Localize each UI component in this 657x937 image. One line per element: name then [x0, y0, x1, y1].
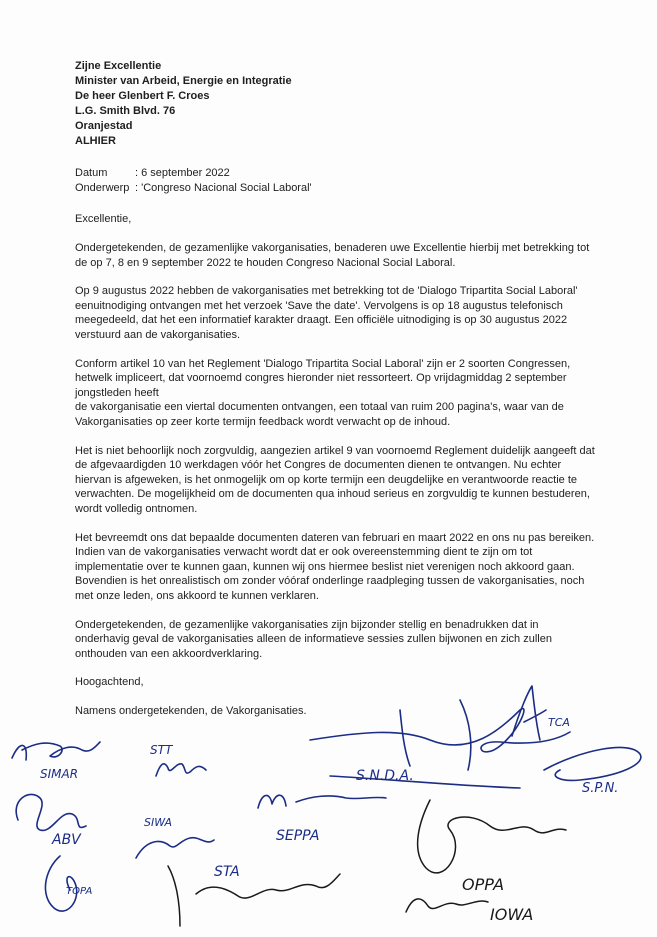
- signature-seppa-text: SEPPA: [276, 828, 320, 844]
- recipient-line-1: Zijne Excellentie: [75, 60, 162, 72]
- signature-sta-text: STA: [214, 864, 240, 880]
- paragraph-3-part-1: Conform artikel 10 van het Reglement 'Dialogo Tripartita Social Laboral' zijn er 2 soorten Congressen, hetwelk impliceert, dat voornoemd congres hieronder niet ressorteert. Op vrijdagmiddag 2 september jongstleden heeft: [75, 357, 571, 399]
- paragraph-1: Ondergetekenden, de gezamenlijke vakorganisaties, benaderen uwe Excellentie hierbij met betrekking tot de op 7, 8 en 9 september 2022 te houden Congreso Nacional Social Laboral.: [75, 242, 590, 269]
- recipient-address: [75, 59, 595, 148]
- date-label: Datum: [75, 167, 108, 180]
- letter-meta: [75, 166, 595, 195]
- recipient-line-5: Oranjestad: [75, 119, 133, 132]
- paragraph-2: Op 9 augustus 2022 hebben de vakorganisaties met betrekking tot de 'Dialogo Tripartita Social Laboral' eenuitnodiging ontvangen met het verzoek 'Save the date'. Vervolgens is op 18 augustus telefonisch meegedeeld, dat het een informatief karakter draagt. Een officiële uitnodiging is op 30 augustus 2022 verstuurd aan de vakorganisaties.: [75, 285, 578, 341]
- subject-label: Onderwerp: [75, 181, 130, 194]
- signatures-drawing: [0, 680, 657, 937]
- signature-iowa-text: IOWA: [490, 905, 534, 924]
- signature-tca-text: TCA: [548, 716, 570, 729]
- signature-simar-text: SIMAR: [40, 767, 79, 781]
- date-value: : 6 september 2022: [135, 167, 230, 180]
- letter-body: [75, 59, 595, 718]
- signature-abv: [16, 794, 86, 848]
- subject-row: [75, 181, 595, 196]
- signature-snda-text: S.N.D.A.: [356, 768, 414, 784]
- signature-siwa: [136, 816, 214, 858]
- signature-spn-text: S.P.N.: [582, 781, 619, 796]
- salutation: Excellentie,: [75, 213, 132, 226]
- recipient-line-2: Minister van Arbeid, Energie en Integratie: [75, 74, 292, 87]
- paragraph-6: Ondergetekenden, de gezamenlijke vakorganisaties zijn bijzonder stellig en benadrukken dat in onderhavig geval de vakorganisaties alleen de informatieve sessies zullen bijwonen en zich zullen onthouden van een akkoordverklaring.: [75, 618, 552, 660]
- closing-on-behalf: Namens ondergetekenden, de Vakorganisaties.: [75, 704, 307, 717]
- subject-value: : 'Congreso Nacional Social Laboral': [135, 181, 312, 194]
- signature-oppa-text: OPPA: [462, 875, 505, 894]
- signature-stt-text: STT: [150, 743, 173, 757]
- signature-tca: [512, 686, 570, 740]
- signature-stt: [150, 743, 206, 776]
- signature-snda: [310, 700, 570, 788]
- paragraph-4: Het is niet behoorlijk noch zorgvuldig, aangezien artikel 9 van voornoemd Reglement duidelijk aangeeft dat de afgevaardigden 10 werkdagen vóór het Congres de documenten dienen te ontvangen. Nu echter hiervan is afgeweken, is het onmogelijk om op korte termijn een deugdelijke en verantwoorde reactie te verwachten. De mogelijkheid om de documenten qua inhoud serieus en zorgvuldig te kunnen bestuderen, wordt volledig ontnomen.: [75, 444, 595, 515]
- paragraph-3: [75, 357, 595, 430]
- signature-topa: [45, 856, 92, 911]
- signature-sta: [168, 864, 340, 926]
- signature-simar: [12, 742, 100, 781]
- recipient-line-6: ALHIER: [75, 134, 116, 147]
- signature-siwa-text: SIWA: [144, 816, 173, 829]
- signature-block: [0, 680, 657, 937]
- signature-topa-text: TOPA: [66, 886, 93, 897]
- signature-abv-text: ABV: [52, 832, 81, 848]
- closing-greeting: Hoogachtend,: [75, 676, 144, 689]
- recipient-line-3: De heer Glenbert F. Croes: [75, 89, 210, 102]
- recipient-line-4: L.G. Smith Blvd. 76: [75, 104, 176, 117]
- paragraph-3-part-2: de vakorganisatie een viertal documenten ontvangen, een totaal van ruim 200 pagina's, waar van de Vakorganisaties op zeer korte termijn feedback wordt verwacht op de inhoud.: [75, 401, 564, 428]
- signature-oppa: [418, 800, 566, 894]
- signature-spn: [544, 747, 641, 796]
- signature-seppa: [258, 795, 386, 844]
- paragraph-5: Het bevreemdt ons dat bepaalde documenten dateren van februari en maart 2022 en ons nu pas bereiken. Indien van de vakorganisaties verwacht wordt dat er ook overeenstemming dient te zijn om tot implementatie over te kunnen gaan, kunnen wij ons hiermee beslist niet verenigen noch akkoord gaan. Bovendien is het onrealistisch om zonder vóóraf onderlinge raadpleging tussen de vakorganisaties, noch met onze leden, ons akkoord te kunnen verklaren.: [75, 531, 595, 602]
- date-row: [75, 166, 595, 181]
- signature-iowa: [406, 899, 533, 924]
